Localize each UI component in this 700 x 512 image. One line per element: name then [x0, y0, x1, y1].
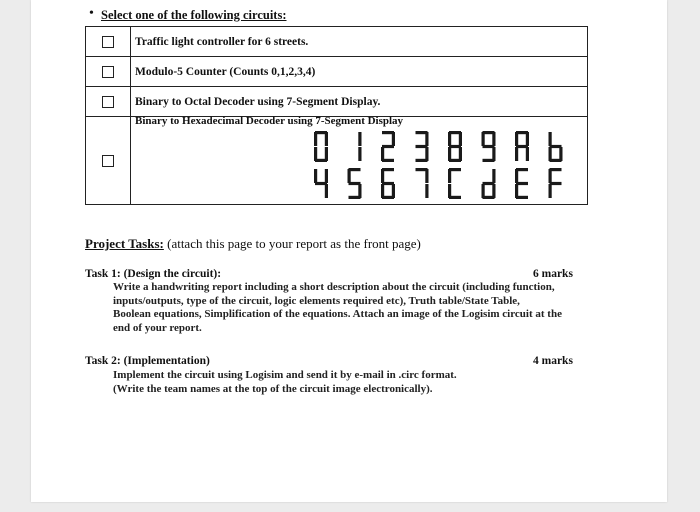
- seven-segment-illustration: [310, 128, 580, 204]
- seven-segment-digit-C: [448, 168, 461, 199]
- task1-line: Boolean equations, Simplification of the equations. Attach an image of the Logisim circuit at the: [113, 308, 562, 321]
- seven-segment-digit-8: [448, 131, 462, 162]
- seven-segment-digit-6: [381, 168, 395, 199]
- seven-segment-digit-9: [482, 131, 496, 162]
- bullet-icon: •: [89, 6, 94, 21]
- seven-segment-digit-4: [314, 169, 328, 198]
- task1-description: [113, 281, 623, 335]
- seven-segment-digit-2: [381, 131, 395, 162]
- seven-segment-digit-d: [482, 169, 496, 199]
- option-label: Binary to Hexadecimal Decoder using 7-Segment Display: [135, 115, 404, 127]
- task2-marks: 4 marks: [533, 355, 573, 367]
- task1-line: inputs/outputs, type of the circuit, logic elements required etc), Truth table/State Table,: [113, 294, 520, 307]
- seven-segment-digit-5: [348, 168, 362, 199]
- option-checkbox-cell: [86, 117, 131, 205]
- seven-segment-digit-b: [549, 132, 563, 162]
- task2-description: [113, 369, 623, 396]
- option-label: Traffic light controller for 6 streets.: [131, 27, 588, 57]
- section-heading: Select one of the following circuits:: [101, 8, 287, 22]
- task2-line: Implement the circuit using Logisim and send it by e-mail in .circ format.: [113, 369, 457, 381]
- option-checkbox-hex-decoder[interactable]: [102, 155, 114, 167]
- option-label: Modulo-5 Counter (Counts 0,1,2,3,4): [131, 57, 588, 87]
- option-checkbox-cell: [86, 57, 131, 87]
- task1-line: Write a handwriting report including a short description about the circuit (including function,: [113, 281, 555, 293]
- option-checkbox-traffic-light[interactable]: [102, 36, 114, 48]
- seven-segment-digit-0: [314, 131, 328, 162]
- option-checkbox-cell: [86, 87, 131, 117]
- option-checkbox-octal-decoder[interactable]: [102, 96, 114, 108]
- project-tasks-title: [85, 236, 421, 252]
- seven-segment-digit-F: [549, 168, 562, 198]
- document-page: [31, 0, 667, 502]
- option-row: [86, 57, 588, 87]
- option-row: [86, 27, 588, 57]
- option-checkbox-cell: [86, 27, 131, 57]
- task2-line: (Write the team names at the top of the circuit image electronically).: [113, 382, 433, 395]
- task1-marks: 6 marks: [533, 268, 573, 280]
- seven-segment-digit-1: [358, 132, 361, 161]
- project-tasks-label: Project Tasks:: [85, 236, 164, 251]
- seven-segment-digit-A: [515, 131, 529, 161]
- seven-segment-digit-3: [416, 131, 429, 162]
- option-label: Binary to Octal Decoder using 7-Segment Display.: [131, 87, 588, 117]
- project-tasks-subtitle: (attach this page to your report as the front page): [167, 236, 421, 251]
- seven-segment-digit-7: [416, 168, 429, 198]
- task2-heading: Task 2: (Implementation): [85, 355, 210, 367]
- task1-line: end of your report.: [113, 321, 202, 334]
- seven-segment-digit-E: [515, 168, 528, 199]
- task1-heading: Task 1: (Design the circuit):: [85, 268, 222, 280]
- option-row: [86, 87, 588, 117]
- option-checkbox-modulo5[interactable]: [102, 66, 114, 78]
